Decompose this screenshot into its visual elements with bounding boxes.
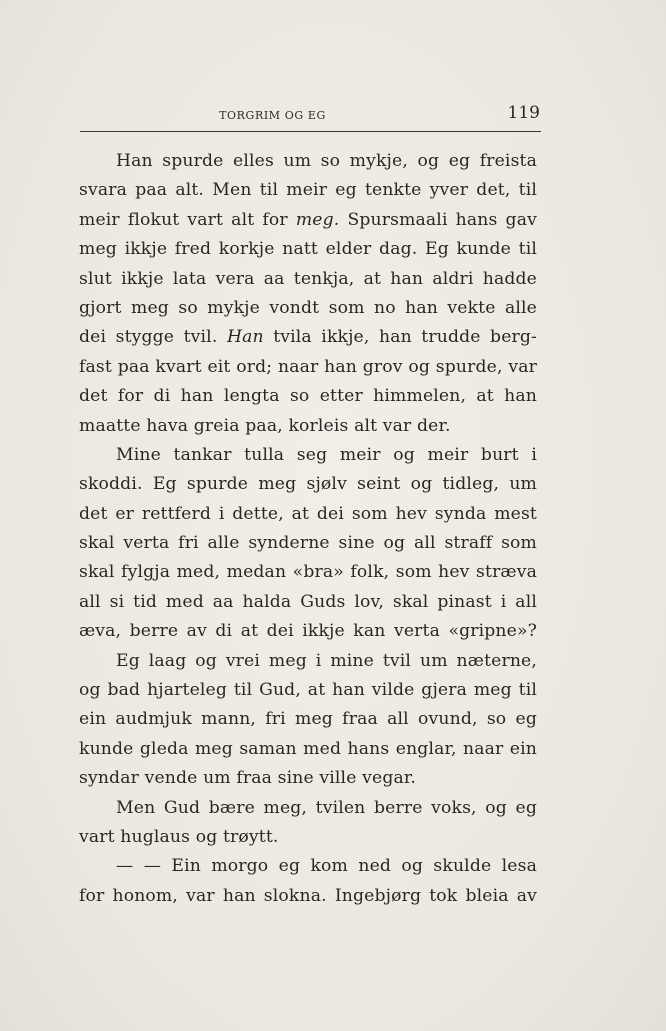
header-rule [80, 131, 541, 132]
italic-word: meg. [295, 209, 340, 230]
body-text [79, 147, 537, 911]
text-line: Han spurde elles um so mykje, og eg freista [116, 151, 537, 171]
text-line: — — Ein morgo eg kom ned og skulde lesa [116, 856, 537, 877]
text-line: det er rettferd i dette, at dei som hev synda mest [79, 503, 537, 524]
text-line: det for di han lengta so etter himmelen, at han [79, 386, 537, 407]
text-line: Men Gud bære meg, tvilen berre voks, og eg [116, 797, 537, 818]
text-line: kunde gleda meg saman med hans englar, naar ein [79, 738, 537, 759]
text-segment: Spursmaali hans gav [347, 209, 537, 230]
text-segment: dei stygge tvil. [79, 327, 218, 348]
text-line: maatte hava greia paa, korleis alt var der. [79, 415, 451, 436]
text-line: æva, berre av di at dei ikkje kan verta «gripne»? [79, 621, 537, 642]
page-number: 119 [507, 103, 540, 123]
text-segment: meir flokut vart alt for [79, 209, 288, 230]
text-segment: tvila ikkje, han trudde berg- [273, 327, 538, 348]
text-line: ein audmjuk mann, fri meg fraa all ovund, so eg [79, 709, 537, 730]
text-line: all si tid med aa halda Guds lov, skal pinast i all [79, 591, 537, 612]
text-line: vart huglaus og trøytt. [79, 826, 279, 847]
text-line: skoddi. Eg spurde meg sjølv seint og tidleg, um [79, 474, 537, 495]
text-line: Mine tankar tulla seg meir og meir burt i [116, 444, 537, 465]
running-head [80, 103, 540, 127]
text-line: meg ikkje fred korkje natt elder dag. Eg kunde til [79, 239, 537, 260]
text-line: gjort meg so mykje vondt som no han vekte alle [79, 297, 537, 318]
text-line: fast paa kvart eit ord; naar han grov og spurde, var [79, 356, 537, 377]
text-line: skal verta fri alle synderne sine og all straff som [79, 533, 537, 554]
text-line: skal fylgja med, medan «bra» folk, som hev stræva [79, 562, 537, 583]
text-line [79, 206, 537, 235]
text-line: svara paa alt. Men til meir eg tenkte yver det, til [79, 180, 537, 201]
text-line: slut ikkje lata vera aa tenkja, at han aldri hadde [79, 268, 537, 289]
running-title: TORGRIM OG EG [219, 109, 326, 122]
text-line: for honom, var han slokna. Ingebjørg tok bleia av [79, 885, 537, 906]
text-line: syndar vende um fraa sine ville vegar. [79, 768, 416, 789]
text-line: og bad hjarteleg til Gud, at han vilde gjera meg til [79, 680, 537, 701]
italic-word: Han [226, 327, 264, 348]
text-line: Eg laag og vrei meg i mine tvil um næterne, [116, 650, 537, 671]
text-line [79, 323, 537, 352]
